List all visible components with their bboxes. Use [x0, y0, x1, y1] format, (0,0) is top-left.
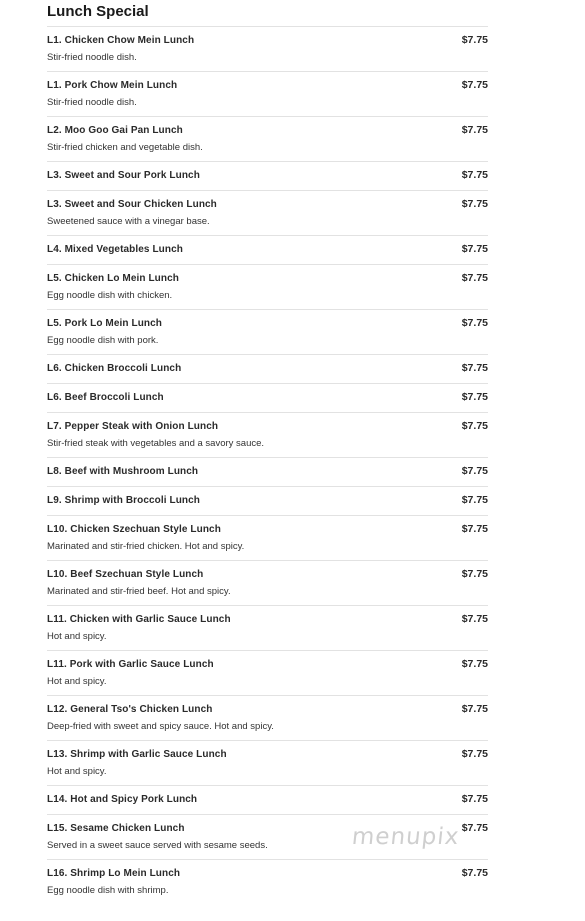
menu-item-description: Marinated and stir-fried beef. Hot and spicy. [47, 586, 231, 597]
menu-item-name: L15. Sesame Chicken Lunch [47, 823, 185, 834]
menu-item-name: L2. Moo Goo Gai Pan Lunch [47, 125, 183, 136]
menu-item-name: L10. Beef Szechuan Style Lunch [47, 569, 204, 580]
menu-item-name: L12. General Tso's Chicken Lunch [47, 704, 213, 715]
menu-item[interactable] [47, 235, 488, 264]
menu-item-description: Stir-fried chicken and vegetable dish. [47, 142, 203, 153]
menu-item-description: Egg noodle dish with chicken. [47, 290, 173, 301]
menu-item[interactable] [47, 309, 488, 354]
menu-item[interactable] [47, 354, 488, 383]
menu-item[interactable] [47, 650, 488, 695]
menu-item-name: L10. Chicken Szechuan Style Lunch [47, 524, 221, 535]
menu-item-name: L5. Pork Lo Mein Lunch [47, 318, 162, 329]
menu-item[interactable] [47, 695, 488, 740]
menu-item-name: L7. Pepper Steak with Onion Lunch [47, 421, 219, 432]
menu-item-price: $7.75 [461, 272, 488, 284]
menu-item-list [47, 26, 488, 904]
menu-item-name: L5. Chicken Lo Mein Lunch [47, 273, 179, 284]
menu-item-name: L4. Mixed Vegetables Lunch [47, 244, 183, 255]
menu-item-name: L3. Sweet and Sour Pork Lunch [47, 170, 200, 181]
menu-item-description: Hot and spicy. [47, 766, 107, 777]
menu-item[interactable] [47, 486, 488, 515]
menu-item-price: $7.75 [461, 34, 488, 46]
menu-item-price: $7.75 [461, 79, 488, 91]
menu-item-price: $7.75 [461, 198, 488, 210]
menu-item-name: L6. Beef Broccoli Lunch [47, 392, 164, 403]
menu-item-description: Stir-fried steak with vegetables and a savory sauce. [47, 438, 265, 449]
menu-item-price: $7.75 [461, 465, 488, 477]
menu-item-price: $7.75 [461, 748, 488, 760]
menu-item-description: Egg noodle dish with shrimp. [47, 885, 169, 896]
menu-item[interactable] [47, 190, 488, 235]
menu-item-description: Stir-fried noodle dish. [47, 97, 137, 108]
menu-item-description: Stir-fried noodle dish. [47, 52, 137, 63]
menu-item[interactable] [47, 859, 488, 904]
menu-item-price: $7.75 [461, 523, 488, 535]
watermark-logo: menupix [350, 824, 461, 850]
menu-item-price: $7.75 [461, 658, 488, 670]
menu-item[interactable] [47, 560, 488, 605]
menu-item-name: L3. Sweet and Sour Chicken Lunch [47, 199, 217, 210]
menu-item-price: $7.75 [461, 169, 488, 181]
menu-item-price: $7.75 [461, 867, 488, 879]
menu-item-name: L1. Pork Chow Mein Lunch [47, 80, 178, 91]
menu-item-name: L11. Pork with Garlic Sauce Lunch [47, 659, 214, 670]
menu-item-name: L14. Hot and Spicy Pork Lunch [47, 794, 198, 805]
menu-item-price: $7.75 [461, 822, 488, 834]
menu-item-name: L1. Chicken Chow Mein Lunch [47, 35, 195, 46]
menu-item-description: Deep-fried with sweet and spicy sauce. Hot and spicy. [47, 721, 274, 732]
menu-item[interactable] [47, 161, 488, 190]
menu-item[interactable] [47, 383, 488, 412]
menu-item[interactable] [47, 515, 488, 560]
menu-item-price: $7.75 [461, 568, 488, 580]
menu-item-price: $7.75 [461, 494, 488, 506]
menu-item-price: $7.75 [461, 362, 488, 374]
menu-item-price: $7.75 [461, 124, 488, 136]
menu-item[interactable] [47, 457, 488, 486]
menu-item-name: L16. Shrimp Lo Mein Lunch [47, 868, 181, 879]
menu-item-price: $7.75 [461, 613, 488, 625]
menu-item-description: Hot and spicy. [47, 676, 107, 687]
lunch-special-menu [47, 0, 488, 904]
menu-item-description: Marinated and stir-fried chicken. Hot and spicy. [47, 541, 245, 552]
menu-item[interactable] [47, 785, 488, 814]
menu-item[interactable] [47, 116, 488, 161]
menu-item-price: $7.75 [461, 243, 488, 255]
menu-item-price: $7.75 [461, 703, 488, 715]
menu-item[interactable] [47, 605, 488, 650]
menu-item-description: Served in a sweet sauce served with sesame seeds. [47, 840, 268, 851]
menu-item[interactable] [47, 740, 488, 785]
menu-item[interactable] [47, 264, 488, 309]
menu-item-name: L6. Chicken Broccoli Lunch [47, 363, 182, 374]
menu-item[interactable] [47, 71, 488, 116]
menu-item-name: L13. Shrimp with Garlic Sauce Lunch [47, 749, 227, 760]
menu-item-description: Sweetened sauce with a vinegar base. [47, 216, 210, 227]
menu-item[interactable] [47, 412, 488, 457]
menu-item-name: L9. Shrimp with Broccoli Lunch [47, 495, 201, 506]
menu-item-description: Hot and spicy. [47, 631, 107, 642]
menu-item-price: $7.75 [461, 391, 488, 403]
menu-item-name: L11. Chicken with Garlic Sauce Lunch [47, 614, 231, 625]
menu-item-price: $7.75 [461, 793, 488, 805]
menu-item-description: Egg noodle dish with pork. [47, 335, 159, 346]
menu-item-name: L8. Beef with Mushroom Lunch [47, 466, 199, 477]
menu-item-price: $7.75 [461, 420, 488, 432]
menu-item-price: $7.75 [461, 317, 488, 329]
menu-item[interactable] [47, 26, 488, 71]
section-title: Lunch Special [47, 3, 149, 20]
